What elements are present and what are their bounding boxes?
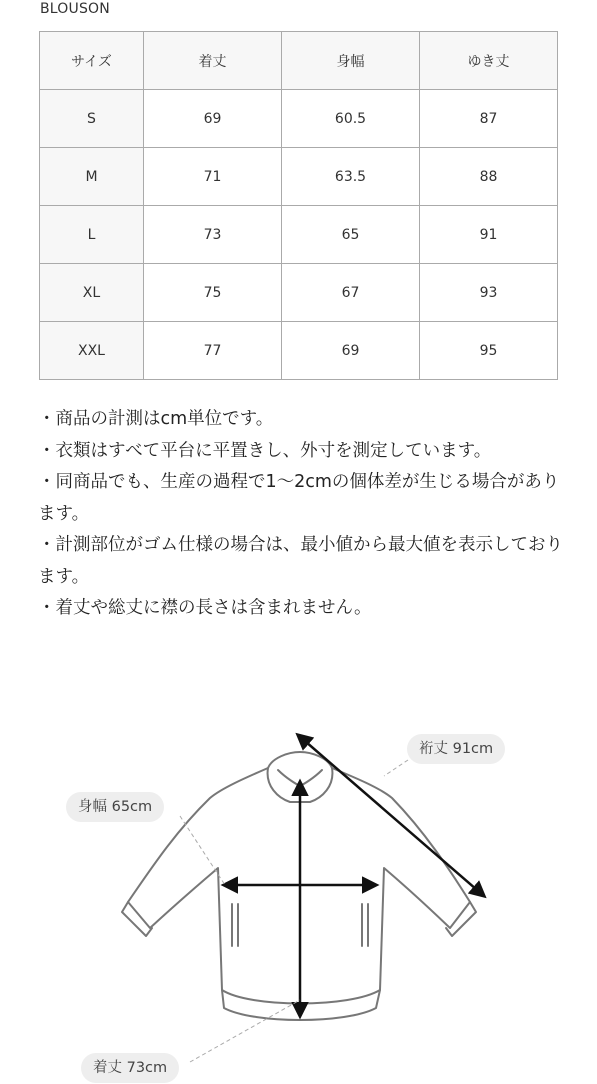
header-length: 着丈 <box>144 32 282 90</box>
jacket-illustration <box>0 690 597 1080</box>
cell-width: 63.5 <box>282 148 420 206</box>
note-item: ・衣類はすべて平台に平置きし、外寸を測定しています。 <box>38 440 492 461</box>
cell-length: 75 <box>144 264 282 322</box>
header-size: サイズ <box>40 32 144 90</box>
size-table <box>39 31 558 380</box>
note-item: ・計測部位がゴム仕様の場合は、最小値から最大値を表示しております。 <box>38 535 563 587</box>
cell-width: 69 <box>282 322 420 380</box>
note-item: ・着丈や総丈に襟の長さは含まれません。 <box>38 598 372 618</box>
sleeve-leader-line <box>384 760 408 776</box>
cell-width: 67 <box>282 264 420 322</box>
table-row <box>40 264 558 322</box>
body-width-label: 身幅 65cm <box>66 792 164 822</box>
cell-sleeve: 88 <box>420 148 558 206</box>
cell-length: 71 <box>144 148 282 206</box>
table-row <box>40 206 558 264</box>
cell-width: 65 <box>282 206 420 264</box>
cell-length: 77 <box>144 322 282 380</box>
body-length-label: 着丈 73cm <box>81 1053 179 1083</box>
cell-length: 73 <box>144 206 282 264</box>
cell-width: 60.5 <box>282 90 420 148</box>
header-sleeve: ゆき丈 <box>420 32 558 90</box>
cell-size: S <box>40 90 144 148</box>
table-header-row <box>40 32 558 90</box>
cell-sleeve: 87 <box>420 90 558 148</box>
sleeve-length-label: 裄丈 91cm <box>407 734 505 764</box>
cell-size: M <box>40 148 144 206</box>
section-title: BLOUSON <box>40 1 110 17</box>
table-row <box>40 90 558 148</box>
cell-sleeve: 93 <box>420 264 558 322</box>
cell-size: XXL <box>40 322 144 380</box>
cell-sleeve: 91 <box>420 206 558 264</box>
note-item: ・同商品でも、生産の過程で1〜2cmの個体差が生じる場合があります。 <box>38 472 560 524</box>
cell-size: XL <box>40 264 144 322</box>
length-leader-line <box>190 1000 300 1062</box>
note-item: ・商品の計測はcm単位です。 <box>38 409 274 429</box>
header-width: 身幅 <box>282 32 420 90</box>
cell-sleeve: 95 <box>420 322 558 380</box>
measurement-diagram <box>0 690 597 1080</box>
table-row <box>40 322 558 380</box>
cell-length: 69 <box>144 90 282 148</box>
width-leader-line <box>180 816 225 885</box>
notes-list <box>38 404 568 625</box>
table-row <box>40 148 558 206</box>
cell-size: L <box>40 206 144 264</box>
